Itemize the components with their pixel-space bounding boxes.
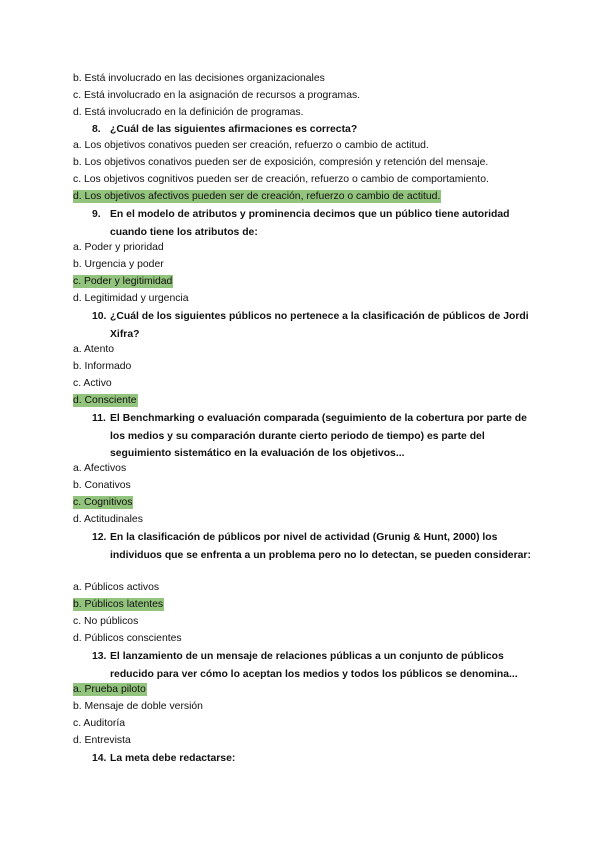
option-line	[73, 360, 132, 374]
option-text: b. Urgencia y poder	[73, 259, 164, 270]
option-line	[73, 513, 144, 527]
option-line	[73, 343, 115, 357]
option-text: b. Conativos	[73, 480, 131, 491]
question-number: 10.	[92, 311, 107, 322]
option-line	[73, 734, 132, 748]
option-text: d. Entrevista	[73, 735, 131, 746]
option-line-correct	[73, 598, 164, 612]
option-text: c. No públicos	[73, 616, 139, 627]
option-text: a. Afectivos	[73, 463, 127, 474]
option-line-correct	[73, 275, 173, 289]
question-number: 14.	[92, 753, 107, 764]
option-line-correct	[73, 496, 133, 510]
question-10	[92, 308, 532, 343]
question-13	[92, 648, 532, 683]
question-number: 9.	[92, 209, 101, 220]
option-line	[73, 632, 183, 646]
option-line	[73, 258, 165, 272]
question-14	[92, 750, 532, 768]
option-line-correct	[73, 683, 147, 697]
option-text: c. Los objetivos cognitivos pueden ser de creación, refuerzo o cambio de comportamiento.	[73, 174, 489, 185]
option-line	[73, 700, 204, 714]
question-text: El lanzamiento de un mensaje de relaciones públicas a un conjunto de públicos reducido para ver cómo lo aceptan los medios y todos los públicos se denomina...	[110, 651, 518, 680]
question-text: El Benchmarking o evaluación comparada (seguimiento de la cobertura por parte de los medios y su comparación durante cierto periodo de tiempo) es parte del seguimiento sistemático en la evaluación de los objetivos...	[110, 413, 527, 459]
option-line	[73, 292, 190, 306]
option-text: c. Cognitivos	[73, 497, 133, 508]
question-text: En la clasificación de públicos por nivel de actividad (Grunig & Hunt, 2000) los individuos que se enfrenta a un problema pero no lo detectan, se pueden considerar:	[110, 532, 531, 561]
option-text: a. Públicos activos	[73, 582, 160, 593]
option-text: b. Mensaje de doble versión	[73, 701, 203, 712]
option-line	[73, 479, 132, 493]
option-text: c. Poder y legitimidad	[73, 276, 173, 287]
option-text: a. Prueba piloto	[73, 684, 146, 695]
option-text: d. Actitudinales	[73, 514, 143, 525]
question-text: En el modelo de atributos y prominencia decimos que un público tiene autoridad cuando tiene los atributos de:	[110, 209, 510, 238]
question-number: 12.	[92, 532, 107, 543]
option-line	[73, 72, 326, 86]
option-text: d. Consciente	[73, 395, 137, 406]
option-line	[73, 241, 165, 255]
option-text: c. Activo	[73, 378, 112, 389]
question-12	[92, 529, 532, 564]
option-text: b. Los objetivos conativos pueden ser de exposición, compresión y retención del mensaje.	[73, 157, 489, 168]
option-text: a. Poder y prioridad	[73, 242, 164, 253]
option-line	[73, 615, 139, 629]
option-line-correct	[73, 394, 138, 408]
question-text: ¿Cuál de los siguientes públicos no pertenece a la clasificación de públicos de Jordi Xifra?	[110, 311, 529, 340]
option-text: a. Atento	[73, 344, 115, 355]
option-text: c. Auditoría	[73, 718, 125, 729]
question-9	[92, 206, 532, 241]
option-line	[73, 173, 490, 187]
question-number: 8.	[92, 124, 101, 135]
option-line	[73, 89, 361, 103]
option-text: b. Está involucrado en las decisiones organizacionales	[73, 73, 325, 84]
option-text: d. Públicos conscientes	[73, 633, 182, 644]
option-line	[73, 462, 127, 476]
option-line	[73, 581, 160, 595]
option-text: b. Informado	[73, 361, 132, 372]
option-line	[73, 717, 126, 731]
option-text: a. Los objetivos conativos pueden ser creación, refuerzo o cambio de actitud.	[73, 140, 429, 151]
option-text: d. Legitimidad y urgencia	[73, 293, 189, 304]
question-8	[92, 121, 532, 139]
option-text: b. Públicos latentes	[73, 599, 164, 610]
option-text: d. Está involucrado en la definición de programas.	[73, 107, 304, 118]
option-line	[73, 377, 113, 391]
question-number: 13.	[92, 651, 107, 662]
question-text: La meta debe redactarse:	[110, 753, 236, 764]
option-line	[73, 156, 489, 170]
option-line-correct	[73, 190, 441, 204]
option-text: c. Está involucrado en la asignación de recursos a programas.	[73, 90, 361, 101]
option-line	[73, 139, 430, 153]
question-text: ¿Cuál de las siguientes afirmaciones es correcta?	[110, 124, 358, 135]
option-text: d. Los objetivos afectivos pueden ser de creación, refuerzo o cambio de actitud.	[73, 191, 441, 202]
question-11	[92, 410, 532, 463]
question-number: 11.	[92, 413, 106, 424]
option-line	[73, 106, 304, 120]
